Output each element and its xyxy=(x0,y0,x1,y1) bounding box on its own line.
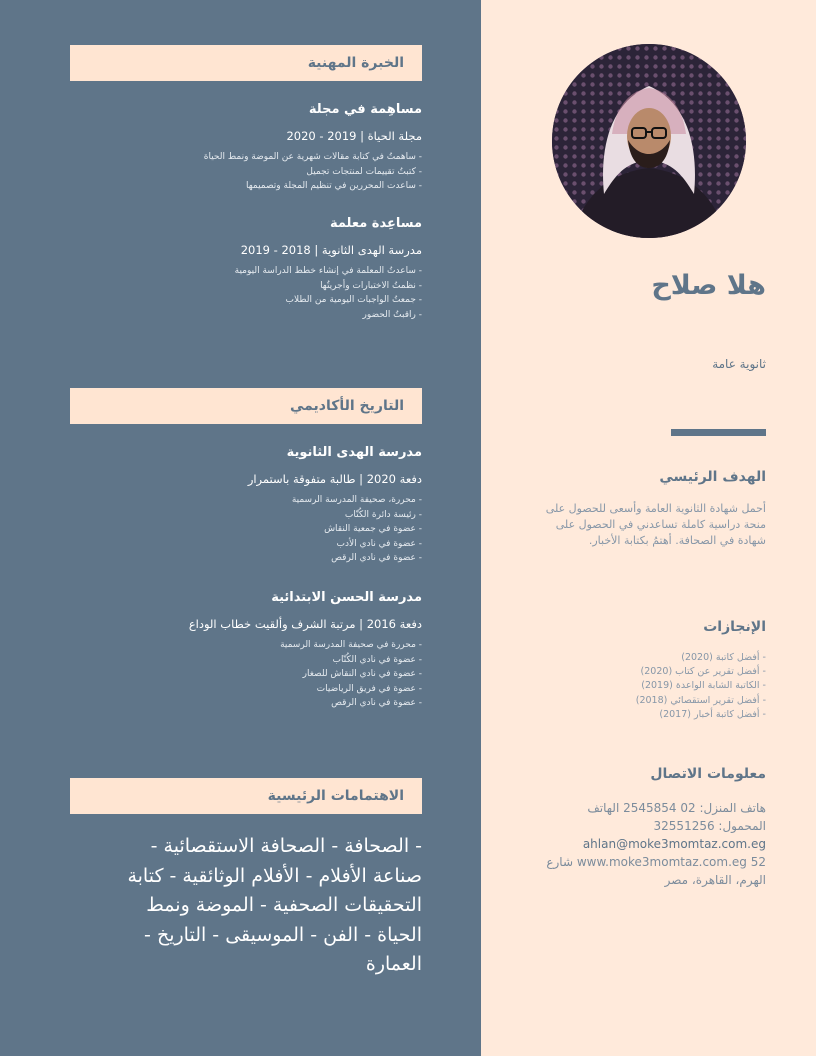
entry-title: مدرسة الهدى الثانوية xyxy=(286,445,422,460)
experience-heading: الخبرة المهنية xyxy=(70,45,422,81)
contact-heading: معلومات الاتصال xyxy=(650,766,766,782)
entry-subtitle: دفعة 2016 | مرتبة الشرف وألقيت خطاب الوداع xyxy=(188,617,422,631)
education-entry-1 xyxy=(70,444,422,566)
entry-bullets xyxy=(70,638,422,711)
bullet-item: - جمعتُ الواجبات اليومية من الطلاب xyxy=(285,295,422,306)
profile-photo-illustration xyxy=(552,44,746,238)
bullet-item: - عضوة في نادي الكُتّاب xyxy=(332,654,422,665)
achievement-item: - أفضل كاتبة (2020) xyxy=(681,652,766,663)
education-entry-2 xyxy=(70,589,422,711)
entry-subtitle: دفعة 2020 | طالبة متفوقة باستمرار xyxy=(247,472,422,486)
objective-text: أحمل شهادة الثانوية العامة وأسعى للحصول على منحة دراسية كاملة تساعدني في الحصول على شهادة في الصحافة. أهتمُ بكتابة الأخبار. xyxy=(545,502,766,547)
bullet-item: - عضوة في جمعية النقاش xyxy=(324,524,422,535)
profile-role: ثانوية عامة xyxy=(712,357,766,371)
profile-photo xyxy=(552,44,746,238)
experience-entry-2 xyxy=(70,215,422,322)
entry-title: مدرسة الحسن الابتدائية xyxy=(271,590,422,605)
bullet-item: - عضوة في نادي الرقص xyxy=(331,698,422,709)
contact-phone-mobile: المحمول: 32551256 xyxy=(653,819,766,833)
entry-bullets xyxy=(70,150,422,194)
contact-phone-home: هاتف المنزل: 02 2545854 الهاتف xyxy=(587,801,766,815)
bullet-item: - محررة في صحيفة المدرسة الرسمية xyxy=(280,640,422,650)
bullet-item: - عضوة في فريق الرياضيات xyxy=(316,683,422,694)
achievement-item: - أفضل تقرير عن كتاب (2020) xyxy=(640,666,766,678)
contact-block xyxy=(528,799,766,889)
interests-text: - الصحافة - الصحافة الاستقصائية - صناعة الأفلام - الأفلام الوثائقية - كتابة التحقيقات الصحفية - الموضة ونمط الحياة - الفن - الموسيقى - التاريخ - العمارة xyxy=(127,835,422,975)
achievement-item: - أفضل تقرير استقصائي (2018) xyxy=(635,694,766,706)
bullet-item: - ساعدت المحررين في تنظيم المجلة وتصميمها xyxy=(245,181,422,192)
bullet-item: - محررة، صحيفة المدرسة الرسمية xyxy=(291,495,422,505)
bullet-item: - راقبتُ الحضور xyxy=(362,309,422,320)
entry-subtitle: مدرسة الهدى الثانوية | 2018 - 2019 xyxy=(240,243,422,257)
contact-email-link[interactable]: ahlan@moke3momtaz.com.eg xyxy=(582,837,766,851)
bullet-item: - رئيسة دائرة الكُتّاب xyxy=(344,509,422,520)
entry-title: مساعِدة معلمة xyxy=(329,216,422,231)
entry-bullets xyxy=(70,264,422,322)
achievements-heading: الإنجازات xyxy=(703,619,766,635)
bullet-item: - ساعدتُ المعلمة في إنشاء خطط الدراسة اليومية xyxy=(234,266,422,276)
bullet-item: - كتبتُ تقييمات لمنتجات تجميل xyxy=(306,166,422,177)
education-heading: التاريخ الأكاديمي xyxy=(70,388,422,424)
entry-bullets xyxy=(70,493,422,566)
profile-name: هلا صلاح xyxy=(651,270,766,301)
objective-heading: الهدف الرئيسي xyxy=(659,469,766,485)
achievements-block xyxy=(528,651,766,722)
achievement-item: - الكاتبة الشابة الواعدة (2019) xyxy=(641,680,766,692)
achievements-list xyxy=(528,651,766,722)
interests-heading: الاهتمامات الرئيسية xyxy=(70,778,422,814)
bullet-item: - عضوة في نادي الأدب xyxy=(336,538,422,549)
achievement-item: - أفضل كاتبة أخبار (2017) xyxy=(659,708,766,720)
contact-address: الهرم، القاهرة، مصر xyxy=(664,873,766,887)
entry-title: مساهِمة في مجلة xyxy=(308,102,422,117)
bullet-item: - عضوة في نادي الرقص xyxy=(331,553,422,564)
contact-website: 52 www.moke3momtaz.com.eg شارع xyxy=(546,855,766,869)
experience-entry-1 xyxy=(70,101,422,194)
bullet-item: - نظمتُ الاختبارات وأجريتُها xyxy=(320,280,422,291)
accent-divider xyxy=(671,429,766,436)
bullet-item: - عضوة في نادي النقاش للصغار xyxy=(302,669,422,680)
bullet-item: - ساهمتُ في كتابة مقالات شهرية عن الموضة ونمط الحياة xyxy=(203,152,422,162)
entry-subtitle: مجلة الحياة | 2019 - 2020 xyxy=(286,129,422,143)
